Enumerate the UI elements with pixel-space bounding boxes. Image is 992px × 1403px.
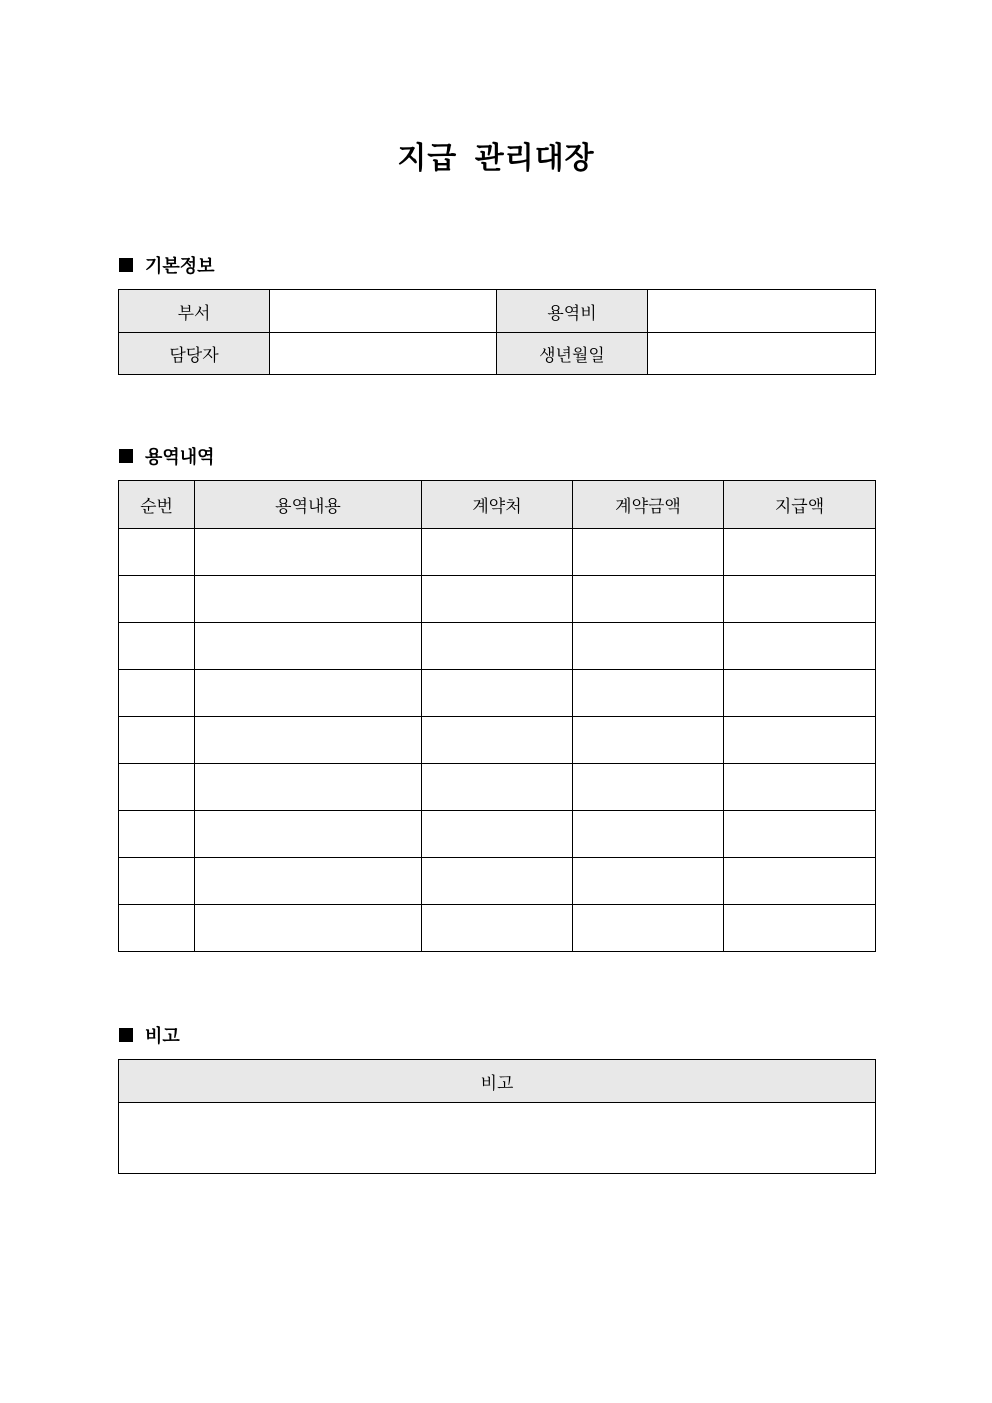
table-cell[interactable] bbox=[724, 529, 876, 576]
table-row bbox=[119, 905, 876, 952]
table-row bbox=[119, 576, 876, 623]
table-row bbox=[119, 764, 876, 811]
manager-label: 담당자 bbox=[119, 333, 270, 375]
remarks-heading-label: 비고 bbox=[145, 1026, 180, 1047]
table-cell[interactable] bbox=[573, 576, 724, 623]
basic-info-heading-label: 기본정보 bbox=[145, 256, 215, 277]
col-header-payment-amount: 지급액 bbox=[724, 481, 876, 529]
service-fee-label: 용역비 bbox=[497, 290, 648, 333]
table-cell[interactable] bbox=[724, 811, 876, 858]
table-row bbox=[119, 811, 876, 858]
table-cell[interactable] bbox=[724, 670, 876, 717]
table-cell[interactable] bbox=[573, 670, 724, 717]
table-cell[interactable] bbox=[119, 811, 195, 858]
birth-date-field[interactable] bbox=[648, 333, 876, 375]
table-cell[interactable] bbox=[195, 811, 422, 858]
table-cell[interactable] bbox=[724, 905, 876, 952]
table-cell[interactable] bbox=[119, 905, 195, 952]
table-cell[interactable] bbox=[119, 764, 195, 811]
table-cell[interactable] bbox=[195, 905, 422, 952]
table-row bbox=[119, 623, 876, 670]
table-cell[interactable] bbox=[724, 858, 876, 905]
page-title: 지급 관리대장 bbox=[397, 141, 595, 176]
table-cell[interactable] bbox=[422, 717, 573, 764]
table-cell[interactable] bbox=[195, 529, 422, 576]
basic-info-heading bbox=[119, 253, 215, 277]
services-heading bbox=[119, 444, 215, 468]
table-row bbox=[119, 717, 876, 764]
table-cell[interactable] bbox=[195, 717, 422, 764]
birth-date-label: 생년월일 bbox=[497, 333, 648, 375]
col-header-contractor: 계약처 bbox=[422, 481, 573, 529]
table-cell[interactable] bbox=[573, 529, 724, 576]
table-cell[interactable] bbox=[724, 576, 876, 623]
table-cell[interactable] bbox=[573, 717, 724, 764]
table-cell[interactable] bbox=[422, 858, 573, 905]
table-row bbox=[119, 529, 876, 576]
table-cell[interactable] bbox=[195, 858, 422, 905]
table-cell[interactable] bbox=[422, 905, 573, 952]
table-cell[interactable] bbox=[573, 858, 724, 905]
remarks-table bbox=[118, 1059, 876, 1174]
service-fee-field[interactable] bbox=[648, 290, 876, 333]
table-cell[interactable] bbox=[119, 529, 195, 576]
table-cell[interactable] bbox=[422, 811, 573, 858]
square-bullet-icon bbox=[119, 449, 133, 463]
table-cell[interactable] bbox=[119, 576, 195, 623]
table-cell[interactable] bbox=[422, 670, 573, 717]
table-row bbox=[119, 858, 876, 905]
col-header-service-content: 용역내용 bbox=[195, 481, 422, 529]
table-cell[interactable] bbox=[573, 905, 724, 952]
table-cell[interactable] bbox=[573, 764, 724, 811]
services-heading-label: 용역내역 bbox=[145, 447, 215, 468]
square-bullet-icon bbox=[119, 258, 133, 272]
services-table bbox=[118, 480, 876, 952]
table-cell[interactable] bbox=[422, 764, 573, 811]
basic-info-table bbox=[118, 289, 876, 375]
table-cell[interactable] bbox=[119, 858, 195, 905]
department-field[interactable] bbox=[270, 290, 497, 333]
table-cell[interactable] bbox=[724, 764, 876, 811]
table-cell[interactable] bbox=[195, 764, 422, 811]
department-label: 부서 bbox=[119, 290, 270, 333]
table-row bbox=[119, 670, 876, 717]
manager-field[interactable] bbox=[270, 333, 497, 375]
col-header-number: 순번 bbox=[119, 481, 195, 529]
table-cell[interactable] bbox=[724, 717, 876, 764]
table-cell[interactable] bbox=[724, 623, 876, 670]
table-cell[interactable] bbox=[422, 576, 573, 623]
square-bullet-icon bbox=[119, 1028, 133, 1042]
table-cell[interactable] bbox=[195, 623, 422, 670]
table-cell[interactable] bbox=[119, 717, 195, 764]
remarks-field[interactable] bbox=[119, 1103, 876, 1174]
table-cell[interactable] bbox=[119, 623, 195, 670]
table-cell[interactable] bbox=[422, 529, 573, 576]
remarks-heading bbox=[119, 1023, 180, 1047]
col-header-contract-amount: 계약금액 bbox=[573, 481, 724, 529]
table-cell[interactable] bbox=[573, 811, 724, 858]
table-cell[interactable] bbox=[195, 576, 422, 623]
table-cell[interactable] bbox=[195, 670, 422, 717]
table-cell[interactable] bbox=[422, 623, 573, 670]
remarks-header: 비고 bbox=[119, 1060, 876, 1103]
table-cell[interactable] bbox=[573, 623, 724, 670]
services-header-row bbox=[119, 481, 876, 529]
table-cell[interactable] bbox=[119, 670, 195, 717]
